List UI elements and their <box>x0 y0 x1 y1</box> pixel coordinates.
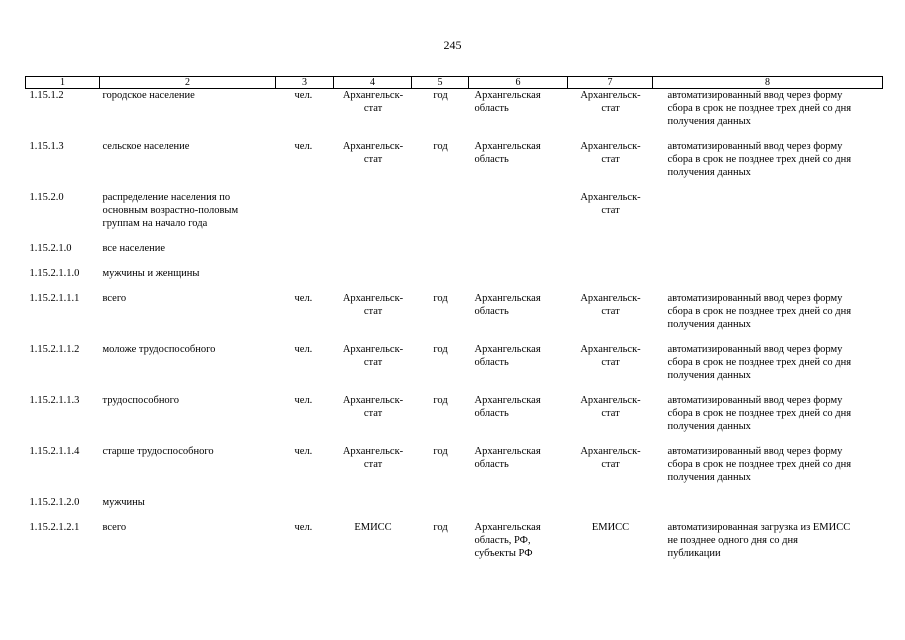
cell-source <box>334 242 412 267</box>
cell-method: автоматизированный ввод через форму сбора в срок не позднее трех дней со дня получения данных <box>667 90 852 127</box>
table-row <box>26 394 883 445</box>
cell-method: автоматизированный ввод через форму сбора в срок не позднее трех дней со дня получения данных <box>667 344 852 381</box>
cell-responsible: Архангельск- стат <box>580 344 641 368</box>
column-header-6: 6 <box>469 77 568 89</box>
cell-responsible <box>568 267 653 292</box>
cell-code: 1.15.1.3 <box>29 141 64 152</box>
cell-method <box>653 496 883 521</box>
column-header-2: 2 <box>100 77 276 89</box>
cell-source: Архангельск- стат <box>342 90 404 114</box>
cell-source: ЕМИСС <box>354 522 392 533</box>
cell-name: мужчины <box>102 497 145 508</box>
table-row <box>26 521 883 572</box>
cell-period <box>412 267 469 292</box>
cell-method: автоматизированный ввод через форму сбора в срок не позднее трех дней со дня получения данных <box>667 141 852 178</box>
table-row <box>26 140 883 191</box>
indicators-table <box>25 76 883 572</box>
cell-name: старше трудоспособного <box>102 446 214 457</box>
cell-period: год <box>433 446 448 457</box>
cell-source: Архангельск- стат <box>342 293 404 317</box>
cell-code: 1.15.2.1.1.4 <box>29 446 80 457</box>
cell-unit: чел. <box>294 90 313 101</box>
cell-unit <box>276 191 334 242</box>
cell-responsible: Архангельск- стат <box>580 395 641 419</box>
cell-period: год <box>433 293 448 304</box>
cell-unit: чел. <box>294 293 313 304</box>
cell-source <box>334 267 412 292</box>
cell-source <box>334 496 412 521</box>
cell-source: Архангельск- стат <box>342 446 404 470</box>
cell-responsible <box>568 242 653 267</box>
column-header-8: 8 <box>653 77 883 89</box>
cell-responsible: Архангельск- стат <box>580 293 641 317</box>
cell-name: всего <box>102 522 127 533</box>
cell-name: всего <box>102 293 127 304</box>
table-row <box>26 267 883 292</box>
cell-method: автоматизированная загрузка из ЕМИСС не позднее одного дня со дня публикации <box>667 522 851 559</box>
cell-code: 1.15.2.1.0 <box>29 243 72 254</box>
column-number-header-row <box>26 77 883 89</box>
table-row <box>26 191 883 242</box>
cell-responsible: Архангельск- стат <box>580 192 641 216</box>
cell-territory <box>469 496 568 521</box>
cell-code: 1.15.1.2 <box>29 90 64 101</box>
column-header-5: 5 <box>412 77 469 89</box>
cell-source: Архангельск- стат <box>342 344 404 368</box>
cell-unit <box>276 496 334 521</box>
cell-territory: Архангельская область <box>474 293 541 317</box>
cell-name: городское население <box>102 90 195 101</box>
table-row <box>26 242 883 267</box>
cell-method <box>653 267 883 292</box>
page-number: 245 <box>443 38 462 52</box>
cell-code: 1.15.2.0 <box>29 192 64 203</box>
cell-code: 1.15.2.1.2.0 <box>29 497 80 508</box>
cell-source <box>334 191 412 242</box>
cell-responsible: Архангельск- стат <box>580 90 641 114</box>
column-header-3: 3 <box>276 77 334 89</box>
cell-territory <box>469 191 568 242</box>
cell-unit <box>276 267 334 292</box>
cell-territory: Архангельская область, РФ, субъекты РФ <box>474 522 541 559</box>
column-header-7: 7 <box>568 77 653 89</box>
cell-territory: Архангельская область <box>474 141 541 165</box>
table-row <box>26 445 883 496</box>
cell-unit <box>276 242 334 267</box>
cell-territory <box>469 267 568 292</box>
cell-name: сельское население <box>102 141 190 152</box>
cell-method: автоматизированный ввод через форму сбора в срок не позднее трех дней со дня получения данных <box>667 395 852 432</box>
cell-territory: Архангельская область <box>474 90 541 114</box>
cell-method: автоматизированный ввод через форму сбора в срок не позднее трех дней со дня получения данных <box>667 446 852 483</box>
cell-unit: чел. <box>294 141 313 152</box>
cell-unit: чел. <box>294 522 313 533</box>
table-row <box>26 292 883 343</box>
cell-period: год <box>433 90 448 101</box>
cell-period: год <box>433 141 448 152</box>
table-row <box>26 343 883 394</box>
cell-method: автоматизированный ввод через форму сбора в срок не позднее трех дней со дня получения данных <box>667 293 852 330</box>
cell-unit: чел. <box>294 344 313 355</box>
cell-unit: чел. <box>294 395 313 406</box>
cell-territory: Архангельская область <box>474 344 541 368</box>
table-body <box>26 89 883 573</box>
cell-period <box>412 242 469 267</box>
cell-source: Архангельск- стат <box>342 395 404 419</box>
cell-responsible: Архангельск- стат <box>580 446 641 470</box>
cell-code: 1.15.2.1.2.1 <box>29 522 80 533</box>
cell-code: 1.15.2.1.1.3 <box>29 395 80 406</box>
cell-method <box>653 191 883 242</box>
cell-code: 1.15.2.1.1.2 <box>29 344 80 355</box>
cell-name: трудоспособного <box>102 395 179 406</box>
cell-period: год <box>433 344 448 355</box>
cell-territory: Архангельская область <box>474 446 541 470</box>
cell-code: 1.15.2.1.1.1 <box>29 293 80 304</box>
table-row <box>26 89 883 141</box>
column-header-4: 4 <box>334 77 412 89</box>
cell-name: мужчины и женщины <box>102 268 200 279</box>
cell-territory: Архангельская область <box>474 395 541 419</box>
cell-period <box>412 496 469 521</box>
table-row <box>26 496 883 521</box>
cell-code: 1.15.2.1.1.0 <box>29 268 80 279</box>
cell-territory <box>469 242 568 267</box>
cell-period <box>412 191 469 242</box>
cell-method <box>653 242 883 267</box>
cell-source: Архангельск- стат <box>342 141 404 165</box>
cell-name: все население <box>102 243 165 254</box>
cell-responsible <box>568 496 653 521</box>
cell-period: год <box>433 395 448 406</box>
cell-unit: чел. <box>294 446 313 457</box>
cell-responsible: Архангельск- стат <box>580 141 641 165</box>
cell-period: год <box>433 522 448 533</box>
cell-name: распределение населения по основным возрастно-половым группам на начало года <box>102 192 239 229</box>
cell-name: моложе трудоспособного <box>102 344 216 355</box>
cell-responsible: ЕМИСС <box>591 522 630 533</box>
column-header-1: 1 <box>26 77 100 89</box>
